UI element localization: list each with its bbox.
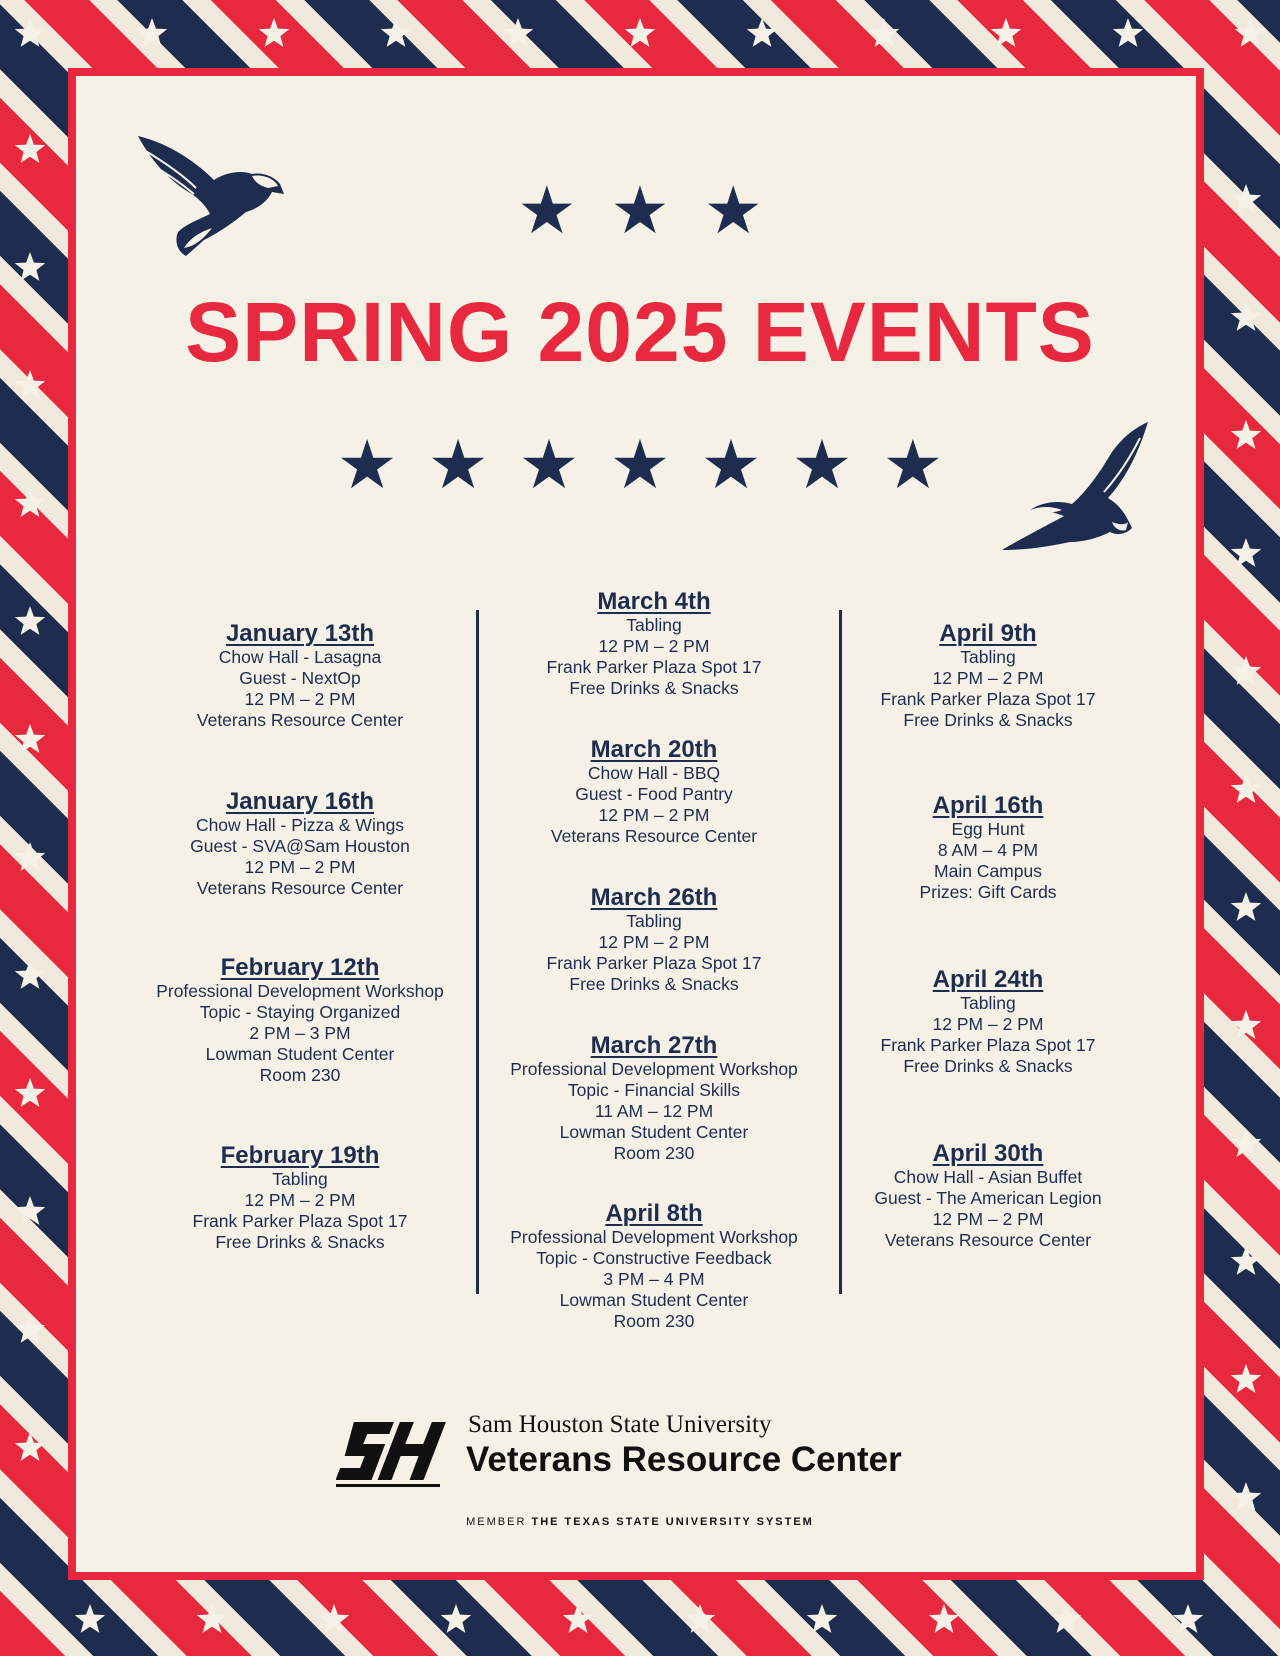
event-detail: 12 PM – 2 PM [598, 932, 710, 952]
border-star-icon [15, 1432, 45, 1461]
event-detail: Tabling [626, 615, 682, 635]
event-detail: 12 PM – 2 PM [932, 1014, 1044, 1034]
event-detail: Guest - SVA@Sam Houston [190, 836, 410, 856]
event-detail: 11 AM – 12 PM [594, 1101, 714, 1121]
border-star-icon [381, 18, 411, 47]
event-detail: Tabling [626, 911, 682, 931]
border-star-icon [625, 18, 655, 47]
event-date: April 30th [932, 1140, 1044, 1167]
event-detail: Free Drinks & Snacks [215, 1232, 385, 1252]
event-detail: Free Drinks & Snacks [569, 974, 739, 994]
event-detail: Veterans Resource Center [196, 710, 404, 730]
border-star-icon [1051, 1604, 1081, 1633]
border-star-icon [15, 842, 45, 871]
event-detail: Topic - Staying Organized [199, 1002, 401, 1022]
event-block [828, 966, 1148, 1077]
event-detail: Tabling [960, 647, 1016, 667]
event-detail: Chow Hall - BBQ [587, 763, 721, 783]
event-block [828, 1140, 1148, 1251]
center-name: Veterans Resource Center [466, 1440, 902, 1479]
event-detail: 12 PM – 2 PM [244, 857, 356, 877]
star-icon: ★ [882, 426, 944, 505]
border-star-icon [319, 1604, 349, 1633]
event-detail: 12 PM – 2 PM [244, 1190, 356, 1210]
event-date: April 9th [939, 620, 1037, 647]
star-icon: ★ [791, 426, 853, 505]
border-star-icon [1231, 892, 1261, 921]
border-star-icon [685, 1604, 715, 1633]
event-detail: Professional Development Workshop [156, 981, 444, 1001]
event-detail: Chow Hall - Asian Buffet [893, 1167, 1083, 1187]
event-detail: Professional Development Workshop [510, 1059, 798, 1079]
border-star-icon [1231, 538, 1261, 567]
border-star-icon [197, 1604, 227, 1633]
event-date: March 4th [597, 588, 711, 615]
event-detail: Frank Parker Plaza Spot 17 [192, 1211, 408, 1231]
border-star-icon [441, 1604, 471, 1633]
star-icon: ★ [700, 426, 762, 505]
event-block [828, 792, 1148, 903]
border-star-icon [1231, 1128, 1261, 1157]
top-star-row [0, 172, 1280, 249]
university-name: Sam Houston State University [468, 1411, 772, 1438]
event-detail: Professional Development Workshop [510, 1227, 798, 1247]
event-detail: 8 AM – 4 PM [937, 840, 1039, 860]
border-star-icon [1113, 18, 1143, 47]
event-block [140, 954, 460, 1086]
star-icon: ★ [427, 426, 489, 505]
column-divider [476, 610, 479, 1294]
event-block [140, 788, 460, 899]
event-detail: 12 PM – 2 PM [244, 689, 356, 709]
event-date: March 20th [590, 736, 718, 763]
event-detail: Prizes: Gift Cards [919, 882, 1057, 902]
border-star-icon [747, 18, 777, 47]
star-icon: ★ [518, 426, 580, 505]
event-detail: Free Drinks & Snacks [569, 678, 739, 698]
event-block [828, 620, 1148, 731]
border-star-icon [869, 18, 899, 47]
event-detail: Free Drinks & Snacks [903, 710, 1073, 730]
event-detail: Veterans Resource Center [550, 826, 758, 846]
border-star-icon [1231, 1364, 1261, 1393]
star-icon: ★ [703, 172, 763, 249]
event-block [140, 620, 460, 731]
border-star-icon [137, 18, 167, 47]
border-star-icon [503, 18, 533, 47]
border-star-icon [1231, 1246, 1261, 1275]
event-detail: Chow Hall - Pizza & Wings [195, 815, 405, 835]
event-detail: Topic - Constructive Feedback [536, 1248, 772, 1268]
border-star-icon [1231, 1010, 1261, 1039]
star-icon: ★ [609, 426, 671, 505]
event-detail: Frank Parker Plaza Spot 17 [546, 953, 762, 973]
event-detail: Frank Parker Plaza Spot 17 [546, 657, 762, 677]
event-detail: 12 PM – 2 PM [598, 636, 710, 656]
event-detail: Guest - Food Pantry [575, 784, 733, 804]
border-star-icon [807, 1604, 837, 1633]
event-date: February 12th [220, 954, 380, 981]
event-detail: Veterans Resource Center [196, 878, 404, 898]
event-date: January 13th [225, 620, 375, 647]
shsu-logo [336, 1412, 448, 1494]
event-date: February 19th [220, 1142, 380, 1169]
event-block [494, 884, 814, 995]
event-detail: 12 PM – 2 PM [932, 668, 1044, 688]
event-detail: Lowman Student Center [559, 1122, 749, 1142]
border-star-icon [75, 1604, 105, 1633]
event-detail: Lowman Student Center [559, 1290, 749, 1310]
event-detail: Free Drinks & Snacks [903, 1056, 1073, 1076]
border-star-icon [15, 252, 45, 281]
event-detail: Frank Parker Plaza Spot 17 [880, 1035, 1096, 1055]
border-star-icon [929, 1604, 959, 1633]
member-prefix: MEMBER [466, 1516, 527, 1528]
event-detail: Veterans Resource Center [884, 1230, 1092, 1250]
border-star-icon [563, 1604, 593, 1633]
bottom-star-row [0, 426, 1280, 505]
event-date: March 26th [590, 884, 718, 911]
event-block [140, 1142, 460, 1253]
event-detail: Topic - Financial Skills [567, 1080, 741, 1100]
event-detail: Guest - NextOp [239, 668, 361, 688]
border-star-icon [15, 1196, 45, 1225]
event-detail: Guest - The American Legion [874, 1188, 1102, 1208]
border-star-icon [1231, 656, 1261, 685]
event-detail: 3 PM – 4 PM [603, 1269, 705, 1289]
event-detail: 12 PM – 2 PM [598, 805, 710, 825]
border-star-icon [1173, 1604, 1203, 1633]
event-detail: 2 PM – 3 PM [249, 1023, 351, 1043]
star-icon: ★ [336, 426, 398, 505]
event-detail: Egg Hunt [951, 819, 1025, 839]
event-block [494, 736, 814, 847]
event-date: January 16th [225, 788, 375, 815]
event-detail: Frank Parker Plaza Spot 17 [880, 689, 1096, 709]
border-star-icon [1231, 1482, 1261, 1511]
border-star-icon [15, 1078, 45, 1107]
event-detail: Room 230 [613, 1143, 695, 1163]
event-detail: Room 230 [613, 1311, 695, 1331]
border-star-icon [1235, 18, 1265, 47]
event-detail: Tabling [272, 1169, 328, 1189]
border-star-icon [15, 724, 45, 753]
border-star-icon [15, 370, 45, 399]
event-date: April 24th [932, 966, 1044, 993]
event-detail: Main Campus [934, 861, 1042, 881]
event-detail: Chow Hall - Lasagna [218, 647, 382, 667]
star-icon: ★ [517, 172, 577, 249]
event-detail: Lowman Student Center [205, 1044, 395, 1064]
border-star-icon [259, 18, 289, 47]
event-block [494, 588, 814, 699]
border-star-icon [15, 1314, 45, 1343]
border-star-icon [15, 18, 45, 47]
star-icon: ★ [610, 172, 670, 249]
page-title: SPRING 2025 EVENTS [185, 285, 1095, 379]
border-star-icon [991, 18, 1021, 47]
event-detail: 12 PM – 2 PM [932, 1209, 1044, 1229]
border-star-icon [15, 606, 45, 635]
event-block [494, 1200, 814, 1332]
member-system: THE TEXAS STATE UNIVERSITY SYSTEM [531, 1516, 814, 1528]
event-block [494, 1032, 814, 1164]
border-star-icon [15, 960, 45, 989]
event-date: April 16th [932, 792, 1044, 819]
event-detail: Tabling [960, 993, 1016, 1013]
border-star-icon [1231, 774, 1261, 803]
event-detail: Room 230 [259, 1065, 341, 1085]
event-date: March 27th [590, 1032, 718, 1059]
event-date: April 8th [605, 1200, 703, 1227]
member-line [0, 1516, 1280, 1528]
border-star-icon [15, 134, 45, 163]
